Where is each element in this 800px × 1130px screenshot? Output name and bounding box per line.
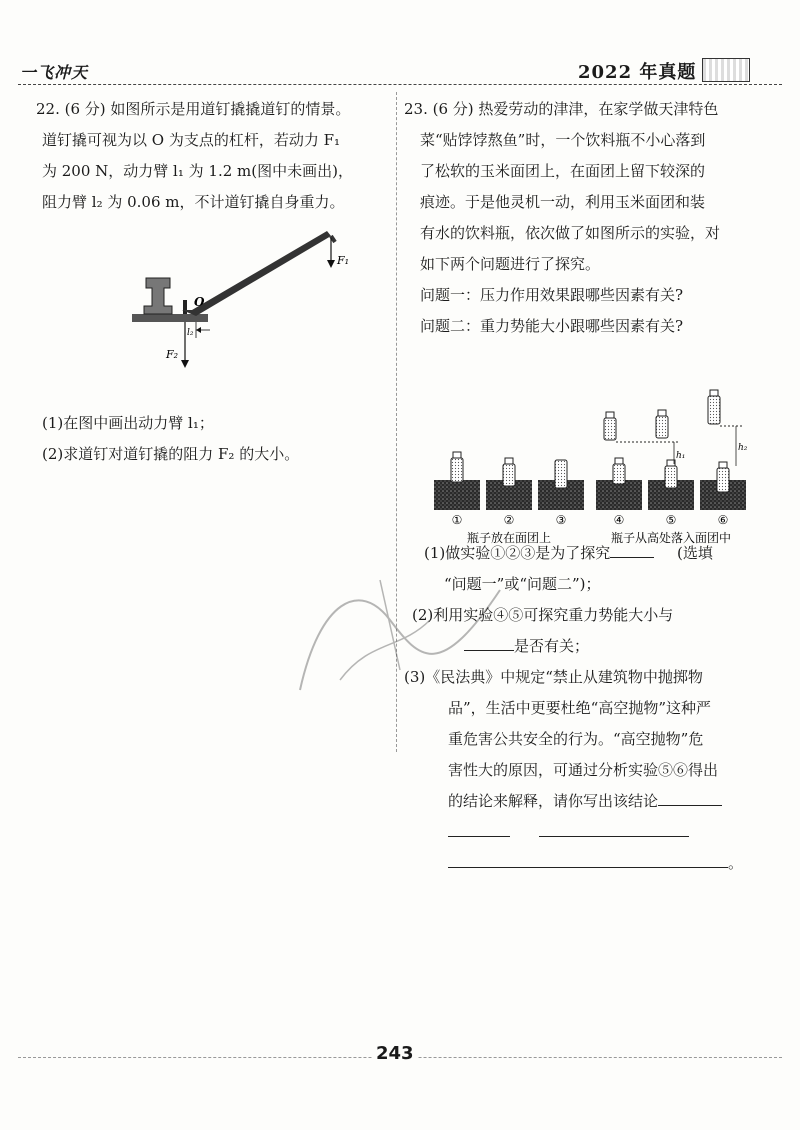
- header-divider: [18, 84, 782, 85]
- bottle-icon: [665, 460, 677, 488]
- bottle-icon: [717, 462, 729, 492]
- q23-sub3-line: 重危害公共安全的行为。“高空抛物”危: [448, 730, 704, 748]
- q22-line: 为 200 N，动力臂 l₁ 为 1.2 m(图中未画出)，: [42, 162, 353, 180]
- answer-blank-3[interactable]: [658, 805, 722, 806]
- answer-blank-4[interactable]: [448, 836, 510, 837]
- answer-blank-5[interactable]: [539, 836, 689, 837]
- q23-line: 菜“贴饽饽熬鱼”时，一个饮料瓶不小心落到: [420, 131, 706, 149]
- q23-sub2-b: 是否有关；: [514, 637, 590, 655]
- q23-sub3-line: 品”，生活中更要杜绝“高空抛物”这种严: [448, 699, 712, 717]
- label-h1: h₁: [676, 451, 686, 461]
- spike-icon: [183, 300, 187, 314]
- q23-line: 如下两个问题进行了探究。: [420, 255, 601, 273]
- bottle-icon: [503, 458, 515, 486]
- bottle-experiment-figure: [430, 386, 750, 546]
- q23-sub3-line: (3)《民法典》中规定“禁止从建筑物中抛掷物: [404, 668, 703, 686]
- q23-sub3-line: 害性大的原因，可通过分析实验⑤⑥得出: [448, 761, 719, 779]
- caption-right: 瓶子从高处落入面团中: [610, 531, 732, 545]
- end-mark: 。: [728, 854, 744, 872]
- figure-num: ③: [555, 513, 567, 527]
- bottle-high-icon: [604, 412, 616, 440]
- problem-2: 问题二：重力势能大小跟哪些因素有关?: [420, 317, 684, 335]
- answer-blank-1[interactable]: [610, 557, 654, 558]
- f1-arrowhead: [327, 260, 335, 268]
- figure-num: ①: [451, 513, 463, 527]
- q22-line: 阻力臂 l₂ 为 0.06 m，不计道钉撬自身重力。: [42, 193, 345, 211]
- label-o: O: [194, 295, 205, 309]
- problem-1: 问题一：压力作用效果跟哪些因素有关?: [420, 286, 684, 304]
- bottle-high-icon: [708, 390, 720, 424]
- label-f2: F₂: [166, 348, 179, 361]
- rail-icon: [144, 278, 172, 314]
- brand-logo-text: 一飞冲天: [20, 63, 89, 82]
- bottle-high-icon: [656, 410, 668, 438]
- q23-line: 有水的饮料瓶，依次做了如图所示的实验，对: [420, 224, 721, 242]
- f2-arrowhead: [181, 360, 189, 368]
- figure-num: ⑥: [717, 513, 729, 527]
- bottle-icon: [555, 460, 567, 488]
- q22-sub2: (2)求道钉对道钉撬的阻力 F₂ 的大小。: [42, 445, 300, 463]
- bottle-icon: [451, 452, 463, 482]
- q22-line: 道钉撬可视为以 O 为支点的杠杆，若动力 F₁: [42, 131, 341, 149]
- label-l2: l₂: [187, 328, 194, 338]
- q23-line: 23. (6 分) 热爱劳动的津津，在家学做天津特色: [404, 100, 719, 118]
- dough-block-1: [434, 480, 480, 510]
- answer-blank-6[interactable]: [448, 867, 728, 868]
- q23-sub2-a: (2)利用实验④⑤可探究重力势能大小与: [412, 606, 674, 624]
- q23-line: 了松软的玉米面团上，在面团上留下较深的: [420, 162, 706, 180]
- figure-num: ⑤: [665, 513, 677, 527]
- q23-line: 痕迹。于是他灵机一动，利用玉米面团和装: [420, 193, 706, 211]
- crowbar-end: [331, 236, 335, 242]
- label-f1: F₁: [337, 254, 350, 267]
- figure-num: ④: [613, 513, 625, 527]
- watermark-stamp-icon: [280, 560, 530, 710]
- q22-sub1: (1)在图中画出动力臂 l₁；: [42, 414, 214, 432]
- bottle-icon: [613, 458, 625, 484]
- caption-left: 瓶子放在面团上: [466, 531, 552, 545]
- q23-sub3-line: 的结论来解释，请你写出该结论: [448, 792, 659, 810]
- l2-arrowhead: [196, 327, 201, 333]
- header-logo-icon: [702, 58, 750, 82]
- q23-sub1-a: (1)做实验①②③是为了探究: [424, 544, 611, 562]
- header-title: 2022 年真题: [578, 62, 697, 83]
- crowbar-lever-figure: [126, 226, 356, 376]
- q23-sub1-b: (选填: [677, 544, 713, 562]
- page-number: 243: [372, 1043, 418, 1064]
- figure-num: ②: [503, 513, 515, 527]
- q23-sub1-c: “问题一”或“问题二”)；: [444, 575, 601, 593]
- label-h2: h₂: [738, 443, 748, 453]
- q22-line: 22. (6 分) 如图所示是用道钉撬撬道钉的情景。: [36, 100, 351, 118]
